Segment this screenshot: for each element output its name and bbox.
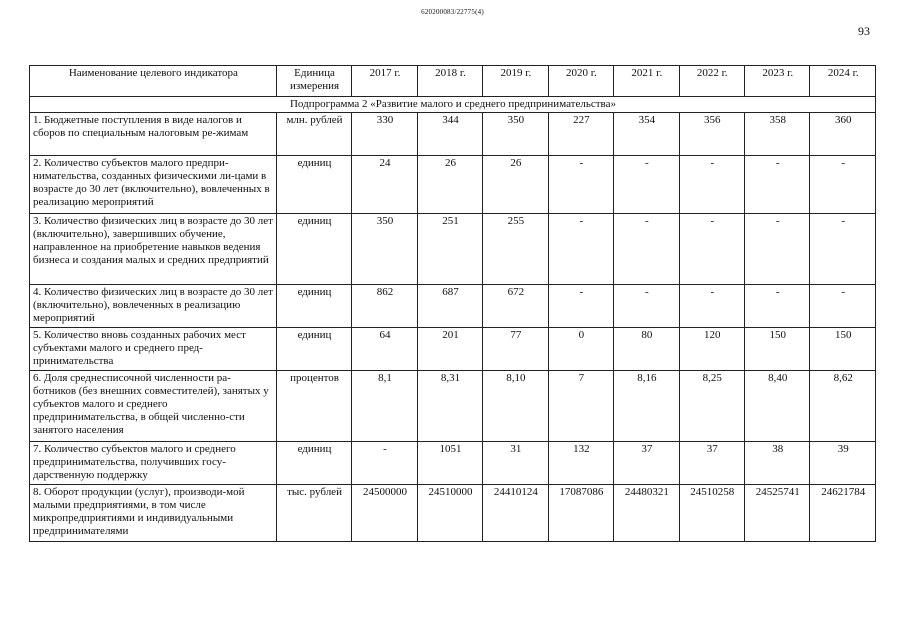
- value-2018: 687: [417, 285, 482, 328]
- value-2017: 24: [352, 156, 417, 214]
- value-2024: 8,62: [810, 371, 876, 442]
- value-2017: 330: [352, 113, 417, 156]
- subprogram-row: [30, 97, 876, 113]
- value-2017: -: [352, 442, 417, 485]
- indicator-name: 6. Доля среднесписочной численности ра-ботников (без внешних совместителей), занятых у субъектов малого и среднего предпринимательства, в общей численно-сти занятого населения: [30, 371, 277, 442]
- value-2021: -: [614, 156, 679, 214]
- value-2024: 24621784: [810, 485, 876, 542]
- table-row: [30, 113, 876, 156]
- value-2022: 8,25: [679, 371, 744, 442]
- value-2024: -: [810, 214, 876, 285]
- value-2021: 8,16: [614, 371, 679, 442]
- value-2023: 358: [745, 113, 810, 156]
- header-year-2021: 2021 г.: [614, 66, 679, 97]
- value-2024: 360: [810, 113, 876, 156]
- value-2020: 7: [548, 371, 613, 442]
- indicator-unit: единиц: [276, 328, 352, 371]
- value-2019: 255: [483, 214, 548, 285]
- indicator-unit: единиц: [276, 214, 352, 285]
- value-2019: 350: [483, 113, 548, 156]
- value-2019: 8,10: [483, 371, 548, 442]
- header-indicator-name: Наименование целевого индикатора: [30, 66, 277, 97]
- value-2019: 31: [483, 442, 548, 485]
- indicators-table: [29, 65, 876, 542]
- value-2018: 251: [417, 214, 482, 285]
- value-2023: -: [745, 214, 810, 285]
- value-2018: 8,31: [417, 371, 482, 442]
- header-year-2017: 2017 г.: [352, 66, 417, 97]
- value-2024: -: [810, 285, 876, 328]
- value-2022: 24510258: [679, 485, 744, 542]
- value-2018: 26: [417, 156, 482, 214]
- indicator-name: 5. Количество вновь созданных рабочих мест субъектами малого и среднего пред-принимательства: [30, 328, 277, 371]
- table-row: [30, 214, 876, 285]
- value-2022: 356: [679, 113, 744, 156]
- value-2023: 8,40: [745, 371, 810, 442]
- value-2024: -: [810, 156, 876, 214]
- table-row: [30, 328, 876, 371]
- value-2020: 17087086: [548, 485, 613, 542]
- value-2021: -: [614, 214, 679, 285]
- value-2018: 201: [417, 328, 482, 371]
- value-2019: 77: [483, 328, 548, 371]
- value-2017: 350: [352, 214, 417, 285]
- value-2018: 344: [417, 113, 482, 156]
- value-2023: 24525741: [745, 485, 810, 542]
- value-2021: 24480321: [614, 485, 679, 542]
- header-year-2020: 2020 г.: [548, 66, 613, 97]
- page-number: 93: [858, 24, 870, 38]
- indicator-name: 8. Оборот продукции (услуг), производи-мой малыми предприятиями, в том числе микропредприятиями и индивидуальными предпринимателями: [30, 485, 277, 542]
- indicator-unit: процентов: [276, 371, 352, 442]
- value-2020: 0: [548, 328, 613, 371]
- table-row: [30, 442, 876, 485]
- value-2019: 26: [483, 156, 548, 214]
- document-code: 620200083/22775(4): [421, 8, 484, 16]
- header-year-2022: 2022 г.: [679, 66, 744, 97]
- indicator-unit: единиц: [276, 285, 352, 328]
- value-2017: 862: [352, 285, 417, 328]
- header-year-2023: 2023 г.: [745, 66, 810, 97]
- value-2017: 64: [352, 328, 417, 371]
- value-2021: 354: [614, 113, 679, 156]
- indicator-name: 4. Количество физических лиц в возрасте до 30 лет (включительно), вовлеченных в реализацию мероприятий: [30, 285, 277, 328]
- value-2024: 150: [810, 328, 876, 371]
- value-2024: 39: [810, 442, 876, 485]
- value-2020: 227: [548, 113, 613, 156]
- value-2020: -: [548, 285, 613, 328]
- table-row: [30, 156, 876, 214]
- table-header-row: [30, 66, 876, 97]
- table-row: [30, 285, 876, 328]
- value-2020: 132: [548, 442, 613, 485]
- value-2019: 672: [483, 285, 548, 328]
- indicator-name: 7. Количество субъектов малого и среднего предпринимательства, получивших госу-дарственную поддержку: [30, 442, 277, 485]
- value-2023: 150: [745, 328, 810, 371]
- header-year-2024: 2024 г.: [810, 66, 876, 97]
- value-2022: 120: [679, 328, 744, 371]
- indicator-unit: единиц: [276, 156, 352, 214]
- table-row: [30, 371, 876, 442]
- value-2022: 37: [679, 442, 744, 485]
- value-2021: 37: [614, 442, 679, 485]
- header-year-2019: 2019 г.: [483, 66, 548, 97]
- value-2023: 38: [745, 442, 810, 485]
- value-2022: -: [679, 214, 744, 285]
- indicator-name: 3. Количество физических лиц в возрасте до 30 лет (включительно), завершивших обучение, направленное на приобретение навыков ведения бизнеса и создания малых и средних предприятий: [30, 214, 277, 285]
- indicator-name: 1. Бюджетные поступления в виде налогов и сборов по специальным налоговым ре-жимам: [30, 113, 277, 156]
- value-2018: 1051: [417, 442, 482, 485]
- header-unit: Единица измерения: [276, 66, 352, 97]
- value-2021: 80: [614, 328, 679, 371]
- value-2022: -: [679, 156, 744, 214]
- value-2020: -: [548, 156, 613, 214]
- value-2021: -: [614, 285, 679, 328]
- table-row: [30, 485, 876, 542]
- value-2023: -: [745, 156, 810, 214]
- header-year-2018: 2018 г.: [417, 66, 482, 97]
- value-2022: -: [679, 285, 744, 328]
- subprogram-title: Подпрограмма 2 «Развитие малого и среднего предпринимательства»: [30, 97, 876, 113]
- value-2018: 24510000: [417, 485, 482, 542]
- value-2017: 24500000: [352, 485, 417, 542]
- indicator-unit: единиц: [276, 442, 352, 485]
- value-2020: -: [548, 214, 613, 285]
- indicator-name: 2. Количество субъектов малого предпри-нимательства, созданных физическими ли-цами в возрасте до 30 лет (включительно), вовлеченных в реализацию мероприятий: [30, 156, 277, 214]
- value-2019: 24410124: [483, 485, 548, 542]
- indicator-unit: млн. рублей: [276, 113, 352, 156]
- value-2017: 8,1: [352, 371, 417, 442]
- indicator-unit: тыс. рублей: [276, 485, 352, 542]
- value-2023: -: [745, 285, 810, 328]
